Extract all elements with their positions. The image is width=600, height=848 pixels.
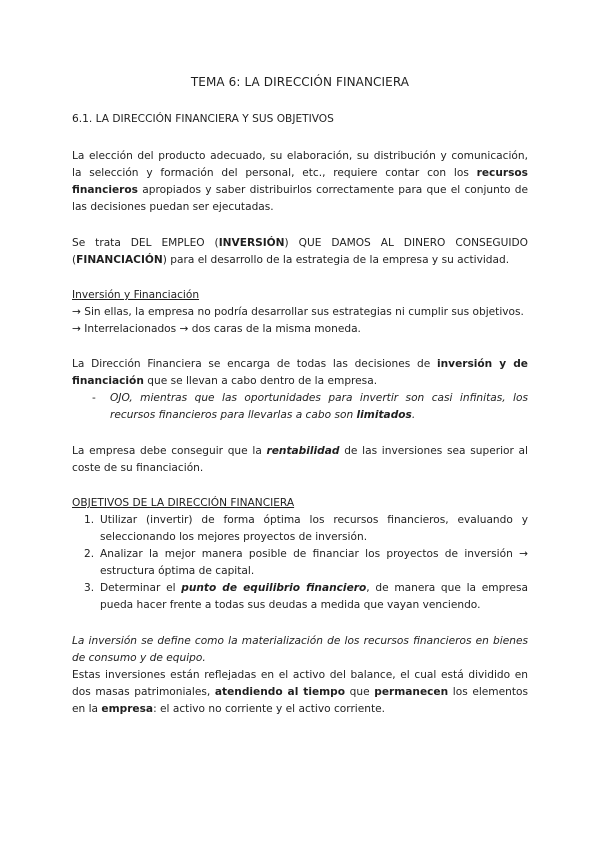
bold-term: INVERSIÓN [218, 237, 285, 249]
note-item [72, 390, 528, 424]
section-heading-text: 6.1. LA DIRECCIÓN FINANCIERA Y SUS OBJETIVOS [72, 113, 334, 125]
objetivos-section [72, 495, 528, 614]
bold-term: permanecen [374, 686, 449, 698]
list-item [72, 546, 528, 580]
list-number: 1. [84, 514, 95, 526]
text-run: La empresa debe conseguir que la [72, 445, 267, 457]
bold-term: limitados [356, 409, 412, 421]
bold-term: rentabilidad [266, 445, 340, 457]
bold-term: FINANCIACIÓN [76, 254, 163, 266]
bold-term: punto de equilibrio financiero [181, 582, 367, 594]
inversion-financiacion-section [72, 287, 528, 338]
text-run: Utilizar (invertir) de forma óptima los recursos financieros, evaluando y seleccionando los mejores proyectos de inversión. [100, 514, 528, 543]
paragraph-rentabilidad [72, 443, 528, 477]
subheading-inversion-financiacion: Inversión y Financiación [72, 289, 200, 301]
paragraph-definition-text [72, 235, 528, 269]
text-run: de las inversiones sea superior al coste de su financiación. [72, 445, 528, 474]
list-number: 3. [84, 582, 95, 594]
list-item [72, 512, 528, 546]
paragraph-direccion [72, 356, 528, 424]
list-number: 2. [84, 548, 95, 560]
paragraph-intro-text [72, 148, 528, 216]
paragraph-rentabilidad-text [72, 443, 528, 477]
bold-term: inversión y de financiación [72, 358, 528, 387]
arrow-line: → Interrelacionados → dos caras de la misma moneda. [72, 323, 361, 335]
text-run: Se trata DEL EMPLEO ( [72, 237, 219, 249]
text-run: apropiados y saber distribuirlos correctamente para que el conjunto de las decisiones puedan ser ejecutadas. [72, 184, 528, 213]
paragraph-definition [72, 235, 528, 269]
text-run: Determinar el [100, 582, 182, 594]
bold-term: atendiendo al tiempo [214, 686, 346, 698]
paragraph-inversion-italic: La inversión se define como la materialización de los recursos financieros en bienes de consumo y de equipo. [72, 635, 528, 664]
paragraph-inversion [72, 633, 528, 718]
arrow-line: → Sin ellas, la empresa no podría desarrollar sus estrategias ni cumplir sus objetivos. [72, 306, 524, 318]
bold-term: recursos financieros [72, 167, 528, 196]
objetivos-list [72, 512, 528, 614]
subheading-objetivos: OBJETIVOS DE LA DIRECCIÓN FINANCIERA [72, 497, 295, 509]
section-heading [72, 111, 528, 128]
text-run: La Dirección Financiera se encarga de todas las decisiones de [72, 358, 437, 370]
dash-bullet: - [92, 392, 96, 404]
paragraph-intro [72, 148, 528, 216]
text-run: , de manera que la empresa pueda hacer frente a todas sus deudas a medida que vayan venciendo. [100, 582, 528, 611]
bold-term: empresa [101, 703, 154, 715]
paragraph-direccion-text [72, 356, 528, 390]
text-run: La elección del producto adecuado, su elaboración, su distribución y comunicación, la selección y formación del personal, etc., requiere contar con los [72, 150, 528, 179]
text-run: OJO, mientras que las oportunidades para invertir son casi infinitas, los recursos financieros para llevarlas a cabo son [110, 392, 528, 421]
text-run: Estas inversiones están reflejadas en el activo del balance, el cual está dividido en dos masas patrimoniales, [72, 669, 528, 698]
list-item [72, 580, 528, 614]
text-run: que se llevan a cabo dentro de la empresa. [143, 375, 378, 387]
text-run: : el activo no corriente y el activo corriente. [153, 703, 386, 715]
paragraph-inversion-text [72, 667, 528, 718]
text-run: ) QUE DAMOS AL DINERO CONSEGUIDO ( [72, 237, 528, 266]
text-run: . [411, 409, 416, 421]
text-run: que [345, 686, 375, 698]
text-run: Analizar la mejor manera posible de financiar los proyectos de inversión → estructura óptima de capital. [100, 548, 528, 577]
text-run: los elementos en la [72, 686, 529, 715]
text-run: ) para el desarrollo de la estrategia de la empresa y su actividad. [162, 254, 510, 266]
page-title: TEMA 6: LA DIRECCIÓN FINANCIERA [190, 75, 410, 89]
